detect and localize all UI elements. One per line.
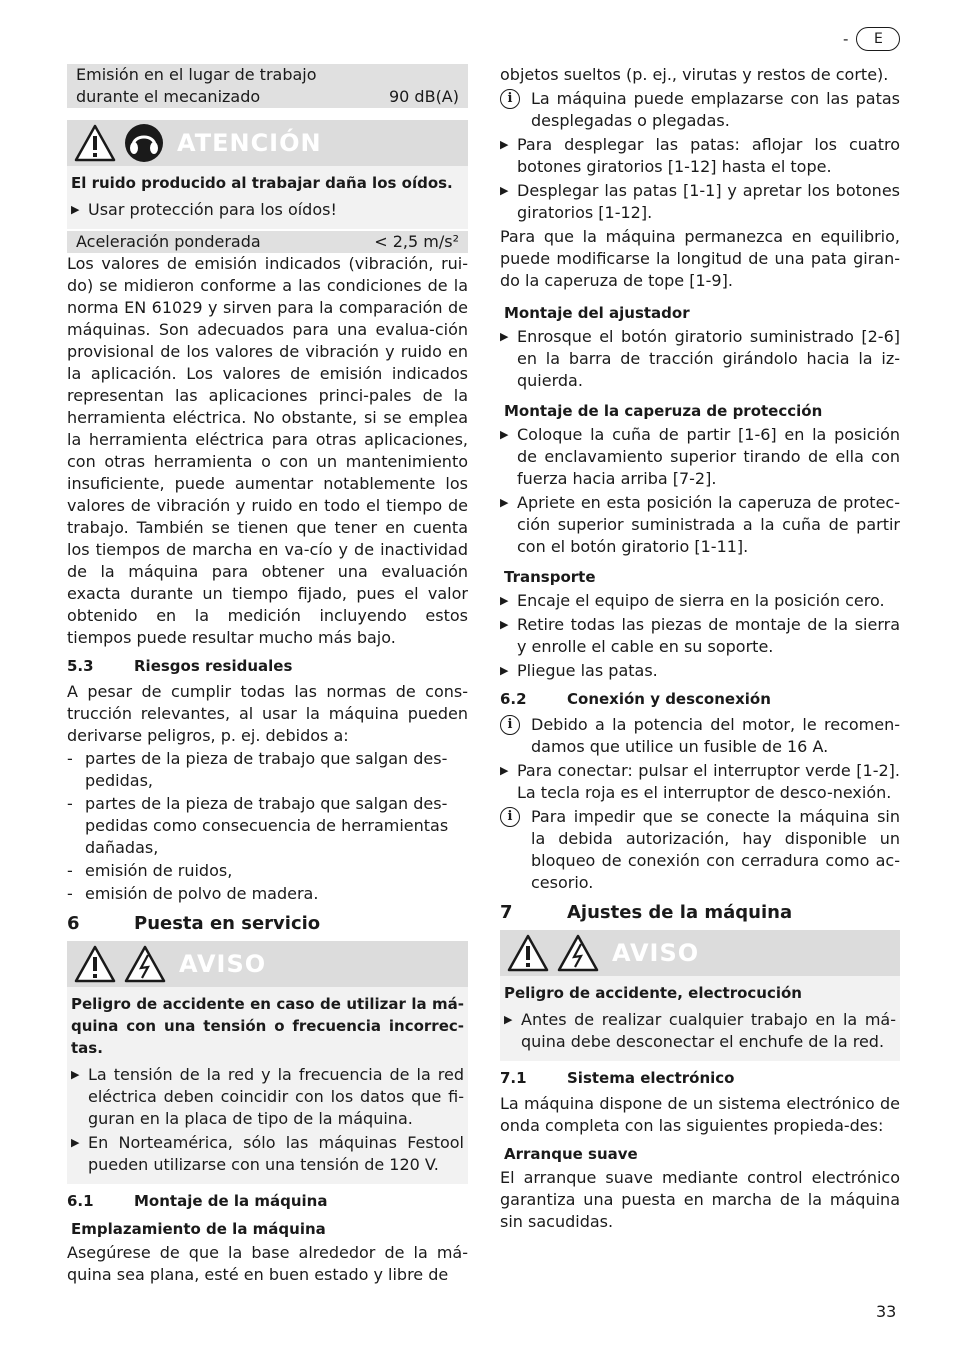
aviso-bullet: ▶ La tensión de la red y la frecuencia de la red eléctrica deben coincidir con los datos que fi-guran en la placa de tipo de la máquina.: [71, 1064, 464, 1130]
aviso-title: AVISO: [179, 950, 267, 978]
emission-table: [67, 64, 468, 108]
section-title: Ajustes de la máquina: [567, 902, 793, 923]
aviso-box: [500, 976, 900, 1061]
list-item: - partes de la pieza de trabajo que salgan des-pedidas,: [67, 748, 468, 792]
bullet-item: ▶ Para desplegar las patas: aflojar los cuatro botones giratorios [1-12] hasta el tope.: [500, 134, 900, 178]
atencion-title: ATENCIÓN: [177, 129, 322, 157]
bullet-item: ▶ Para conectar: pulsar el interruptor verde [1-2]. La tecla roja es el interruptor de desco-nexión.: [500, 760, 900, 804]
header-dash: -: [843, 30, 849, 48]
aviso-header: [67, 941, 468, 987]
info-icon: i: [500, 715, 520, 735]
bullet-item: ▶ Pliegue las patas.: [500, 660, 900, 682]
emission-row-1: [67, 64, 468, 86]
aviso-bold: Peligro de accidente en caso de utilizar la má-quina con una tensión o frecuencia incorrec-tas.: [71, 995, 464, 1057]
aviso-header: [500, 930, 900, 976]
emission-text: Los valores de emisión indicados (vibración, rui-do) se midieron conforme a las condiciones de la norma EN 61029 y sirven para la comparación de máquinas. Son adecuados para una evalua-ción provisional de los valores de vibración y ruido en la aplicación. Los valores de emisión indicados representan las aplicaciones princi-pales de la herramienta eléctrica. No obstante, si se emplea la herramienta eléctrica para otras aplicaciones, con otras herramienta o con un mantenimiento insuficiente, puede aumentar notablemente los valores de vibración y ruido en todo el tiempo de trabajo. También se tienen que tener en cuenta los tiempos de marcha en va-cío y de inactividad de la máquina para obtener una evaluación exacta durante un tiempo fijado, pues el valor obtenido en la medición incluyendo estos tiempos puede resultar mucho más bajo.: [67, 254, 468, 647]
atencion-bullet: ▶ Usar protección para los oídos!: [71, 199, 464, 221]
acceleration-value: < 2,5 m/s²: [374, 232, 459, 251]
info-note: [500, 88, 900, 132]
section-5-3-heading: [67, 655, 468, 677]
aviso-box: [67, 987, 468, 1184]
emission-label-1: Emisión en el lugar de trabajo: [76, 65, 317, 84]
aviso-bullet: ▶ En Norteamérica, sólo las máquinas Festool pueden utilizarse con una tensión de 120 V.: [71, 1132, 464, 1176]
section-7-1-text: La máquina dispone de un sistema electrónico de onda completa con las siguientes propieda-des:: [500, 1094, 900, 1135]
section-title: Puesta en servicio: [134, 913, 321, 934]
info-text: La máquina puede emplazarse con las patas desplegadas o plegadas.: [531, 89, 900, 130]
section-6-2-heading: [500, 688, 900, 710]
list-item: - partes de la pieza de trabajo que salgan des-pedidas como consecuencia de herramientas dañadas,: [67, 793, 468, 859]
section-7-heading: [500, 902, 900, 924]
electric-hazard-icon: [123, 944, 167, 984]
language-badge: [843, 27, 900, 51]
arranque-text: El arranque suave mediante control electrónico garantiza una puesta en marcha de la máquina sin sacudidas.: [500, 1168, 900, 1231]
bullet-item: ▶ Apriete en esta posición la caperuza de protec-ción superior suministrada a la cuña de partir con el botón giratorio [1-11].: [500, 492, 900, 558]
atencion-box: [67, 166, 468, 229]
section-number: 6.1: [67, 1192, 94, 1210]
bullet-item: ▶ Desplegar las patas [1-1] y apretar los botones giratorios [1-12].: [500, 180, 900, 224]
section-number: 5.3: [67, 657, 94, 675]
aviso-title: AVISO: [612, 939, 700, 967]
right-column: [500, 64, 900, 1233]
left-column: [67, 64, 468, 1286]
ear-protection-icon: [123, 122, 165, 164]
warning-triangle-icon: [73, 944, 117, 984]
acceleration-label: Aceleración ponderada: [76, 232, 261, 251]
section-6-1-heading: [67, 1190, 468, 1212]
bullet-item: ▶ Encaje el equipo de sierra en la posición cero.: [500, 590, 900, 612]
subheading: Montaje del ajustador: [504, 304, 690, 322]
info-icon: i: [500, 807, 520, 827]
section-7-1-heading: [500, 1067, 900, 1089]
info-note: [500, 714, 900, 758]
bullet-item: ▶ Coloque la cuña de partir [1-6] en la posición de enclavamiento superior tirando de ella con fuerza hacia arriba [7-2].: [500, 424, 900, 490]
bullet-item: ▶ Retire todas las piezas de montaje de la sierra y enrolle el cable en su soporte.: [500, 614, 900, 658]
section-5-3-text: A pesar de cumplir todas las normas de cons-trucción relevantes, al usar la máquina pueden derivarse peligros, p. ej. debidos a:: [67, 682, 468, 745]
info-note: [500, 806, 900, 894]
list-item: - emisión de ruidos,: [67, 860, 468, 882]
balance-text: Para que la máquina permanezca en equilibrio, puede modificarse la longitud de una pata giran-do la caperuza de tope [1-9].: [500, 227, 900, 290]
section-number: 7.1: [500, 1069, 527, 1087]
section-title: Riesgos residuales: [134, 657, 293, 675]
warning-triangle-icon: [73, 123, 117, 163]
language-code: E: [856, 27, 900, 51]
electric-hazard-icon: [556, 933, 600, 973]
section-6-1-text: Asegúrese de que la base alrededor de la má-quina sea plana, esté en buen estado y libre de: [67, 1243, 468, 1284]
info-text: Para impedir que se conecte la máquina sin la debida autorización, hay disponible un bloqueo de conexión con cerradura como ac-cesorio.: [531, 807, 900, 892]
warning-triangle-icon: [506, 933, 550, 973]
section-number: 7: [500, 902, 513, 923]
continued-text: objetos sueltos (p. ej., virutas y restos de corte).: [500, 65, 889, 84]
list-item: - emisión de polvo de madera.: [67, 883, 468, 905]
section-title: Sistema electrónico: [567, 1069, 735, 1087]
section-number: 6.2: [500, 690, 527, 708]
subheading: Montaje de la caperuza de protección: [504, 402, 823, 420]
subheading: Emplazamiento de la máquina: [71, 1220, 326, 1238]
info-icon: i: [500, 89, 520, 109]
info-text: Debido a la potencia del motor, le recomen-damos que utilice un fusible de 16 A.: [531, 715, 900, 756]
emission-value: 90 dB(A): [388, 87, 459, 106]
section-number: 6: [67, 913, 80, 934]
acceleration-row: [67, 231, 468, 253]
section-title: Conexión y desconexión: [567, 690, 771, 708]
section-6-heading: [67, 913, 468, 935]
aviso-bullet: ▶ Antes de realizar cualquier trabajo en la má-quina debe desconectar el enchufe de la red.: [504, 1009, 896, 1053]
aviso-bold: Peligro de accidente, electrocución: [504, 984, 802, 1002]
atencion-bold: El ruido producido al trabajar daña los oídos.: [71, 174, 453, 192]
emission-label-2: durante el mecanizado: [76, 87, 261, 106]
page-number: 33: [876, 1302, 897, 1321]
emission-row-2: [67, 86, 468, 108]
atencion-header: [67, 120, 468, 166]
bullet-item: ▶ Enrosque el botón giratorio suministrado [2-6] en la barra de tracción girándolo hacia la iz-quierda.: [500, 326, 900, 392]
section-title: Montaje de la máquina: [134, 1192, 328, 1210]
subheading: Arranque suave: [504, 1145, 638, 1163]
subheading: Transporte: [504, 568, 596, 586]
